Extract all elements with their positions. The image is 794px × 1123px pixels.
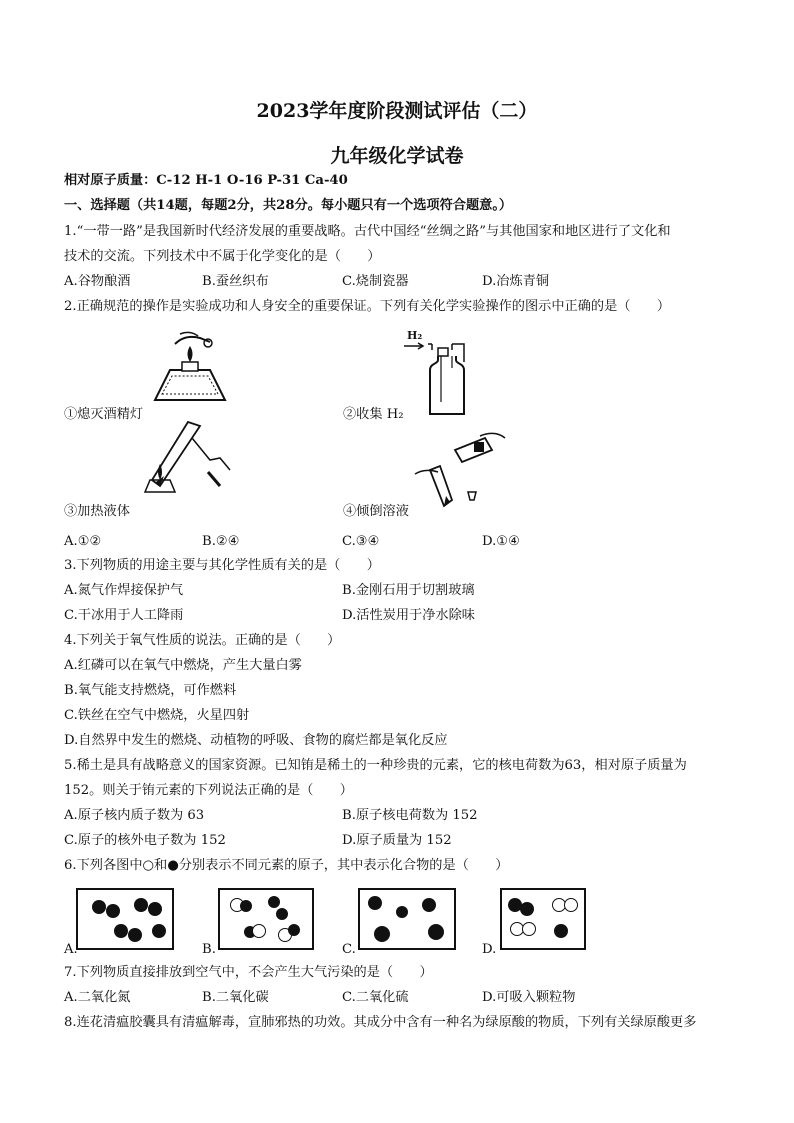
q1-option-d[interactable]: D.冶炼青铜 <box>482 274 550 289</box>
q4-option-a[interactable]: A.红磷可以在氧气中燃烧，产生大量白雾 <box>64 658 302 673</box>
exam-subtitle: 九年级化学试卷 <box>330 145 464 167</box>
q4-option-b[interactable]: B.氧气能支持燃烧，可作燃料 <box>64 683 237 698</box>
atomic-mass-note: 相对原子质量：C-12 H-1 O-16 P-31 Ca-40 <box>64 173 348 188</box>
q5-stem-line1: 5.稀土是具有战略意义的国家资源。已知铕是稀土的一种珍贵的元素，它的核电荷数为63，相对原子质量为 <box>64 758 687 773</box>
q3-option-d[interactable]: D.活性炭用于净水除味 <box>342 608 475 623</box>
q7-option-c[interactable]: C.二氧化硫 <box>342 990 409 1005</box>
q5-option-b[interactable]: B.原子核电荷数为 152 <box>342 808 478 823</box>
exam-title: 2023学年度阶段测试评估（二） <box>256 100 538 122</box>
gas-bottle-figure <box>402 340 482 420</box>
q2-option-c[interactable]: C.③④ <box>342 534 380 549</box>
q3-stem: 3.下列物质的用途主要与其化学性质有关的是（ ） <box>64 558 380 573</box>
q2-caption-1: ①熄灭酒精灯 <box>64 407 144 422</box>
q2-option-b[interactable]: B.②④ <box>202 534 240 549</box>
q3-option-c[interactable]: C.干冰用于人工降雨 <box>64 608 184 623</box>
q2-caption-4: ④倾倒溶液 <box>343 504 409 519</box>
q2-caption-2: ②收集 H₂ <box>343 407 404 422</box>
q3-option-a[interactable]: A.氮气作焊接保护气 <box>64 583 184 598</box>
q6-option-d[interactable]: D. <box>482 942 497 957</box>
particle-box-b <box>218 888 314 950</box>
q8-stem: 8.连花清瘟胶囊具有清瘟解毒，宣肺邪热的功效。其成分中含有一种名为绿原酸的物质，下列有关绿原酸更多 <box>64 1015 697 1030</box>
particle-box-c <box>358 888 456 950</box>
q5-stem-line2: 152。则关于铕元素的下列说法正确的是（ ） <box>64 783 353 798</box>
q2-caption-3: ③加热液体 <box>64 504 130 519</box>
q1-option-c[interactable]: C.烧制瓷器 <box>342 274 409 289</box>
q6-stem: 6.下列各图中○和●分别表示不同元素的原子，其中表示化合物的是（ ） <box>64 858 509 873</box>
q5-option-d[interactable]: D.原子质量为 152 <box>342 833 452 848</box>
q7-stem: 7.下列物质直接排放到空气中，不会产生大气污染的是（ ） <box>64 965 433 980</box>
q5-option-a[interactable]: A.原子核内质子数为 63 <box>64 808 205 823</box>
q7-option-a[interactable]: A.二氧化氮 <box>64 990 131 1005</box>
heating-tube-figure <box>130 420 240 505</box>
particle-box-d <box>500 888 586 950</box>
alcohol-lamp-figure <box>140 328 240 408</box>
h2-label: H₂ <box>407 329 423 342</box>
section-heading: 一、选择题（共14题，每题2分，共28分。每小题只有一个选项符合题意。） <box>64 198 513 213</box>
q1-stem-line1: 1.“一带一路”是我国新时代经济发展的重要战略。古代中国经“丝绸之路”与其他国家和地区进行了文化和 <box>64 224 671 239</box>
q5-option-c[interactable]: C.原子的核外电子数为 152 <box>64 833 226 848</box>
q2-option-a[interactable]: A.①② <box>64 534 102 549</box>
particle-box-a <box>76 888 174 950</box>
q6-option-c[interactable]: C. <box>342 942 356 957</box>
q2-option-d[interactable]: D.①④ <box>482 534 520 549</box>
q7-option-b[interactable]: B.二氧化碳 <box>202 990 269 1005</box>
q1-option-b[interactable]: B.蚕丝织布 <box>202 274 269 289</box>
q4-option-d[interactable]: D.自然界中发生的燃烧、动植物的呼吸、食物的腐烂都是氧化反应 <box>64 733 448 748</box>
pouring-figure <box>410 430 510 515</box>
q3-option-b[interactable]: B.金刚石用于切割玻璃 <box>342 583 475 598</box>
q2-stem: 2.正确规范的操作是实验成功和人身安全的重要保证。下列有关化学实验操作的图示中正确的是（ ） <box>64 299 671 314</box>
q1-stem-line2: 技术的交流。下列技术中不属于化学变化的是（ ） <box>64 249 381 264</box>
q6-option-b[interactable]: B. <box>202 942 216 957</box>
q7-option-d[interactable]: D.可吸入颗粒物 <box>482 990 576 1005</box>
q4-stem: 4.下列关于氧气性质的说法。正确的是（ ） <box>64 633 341 648</box>
q1-option-a[interactable]: A.谷物酿酒 <box>64 274 131 289</box>
q6-option-a[interactable]: A. <box>64 942 78 957</box>
q4-option-c[interactable]: C.铁丝在空气中燃烧，火星四射 <box>64 708 250 723</box>
